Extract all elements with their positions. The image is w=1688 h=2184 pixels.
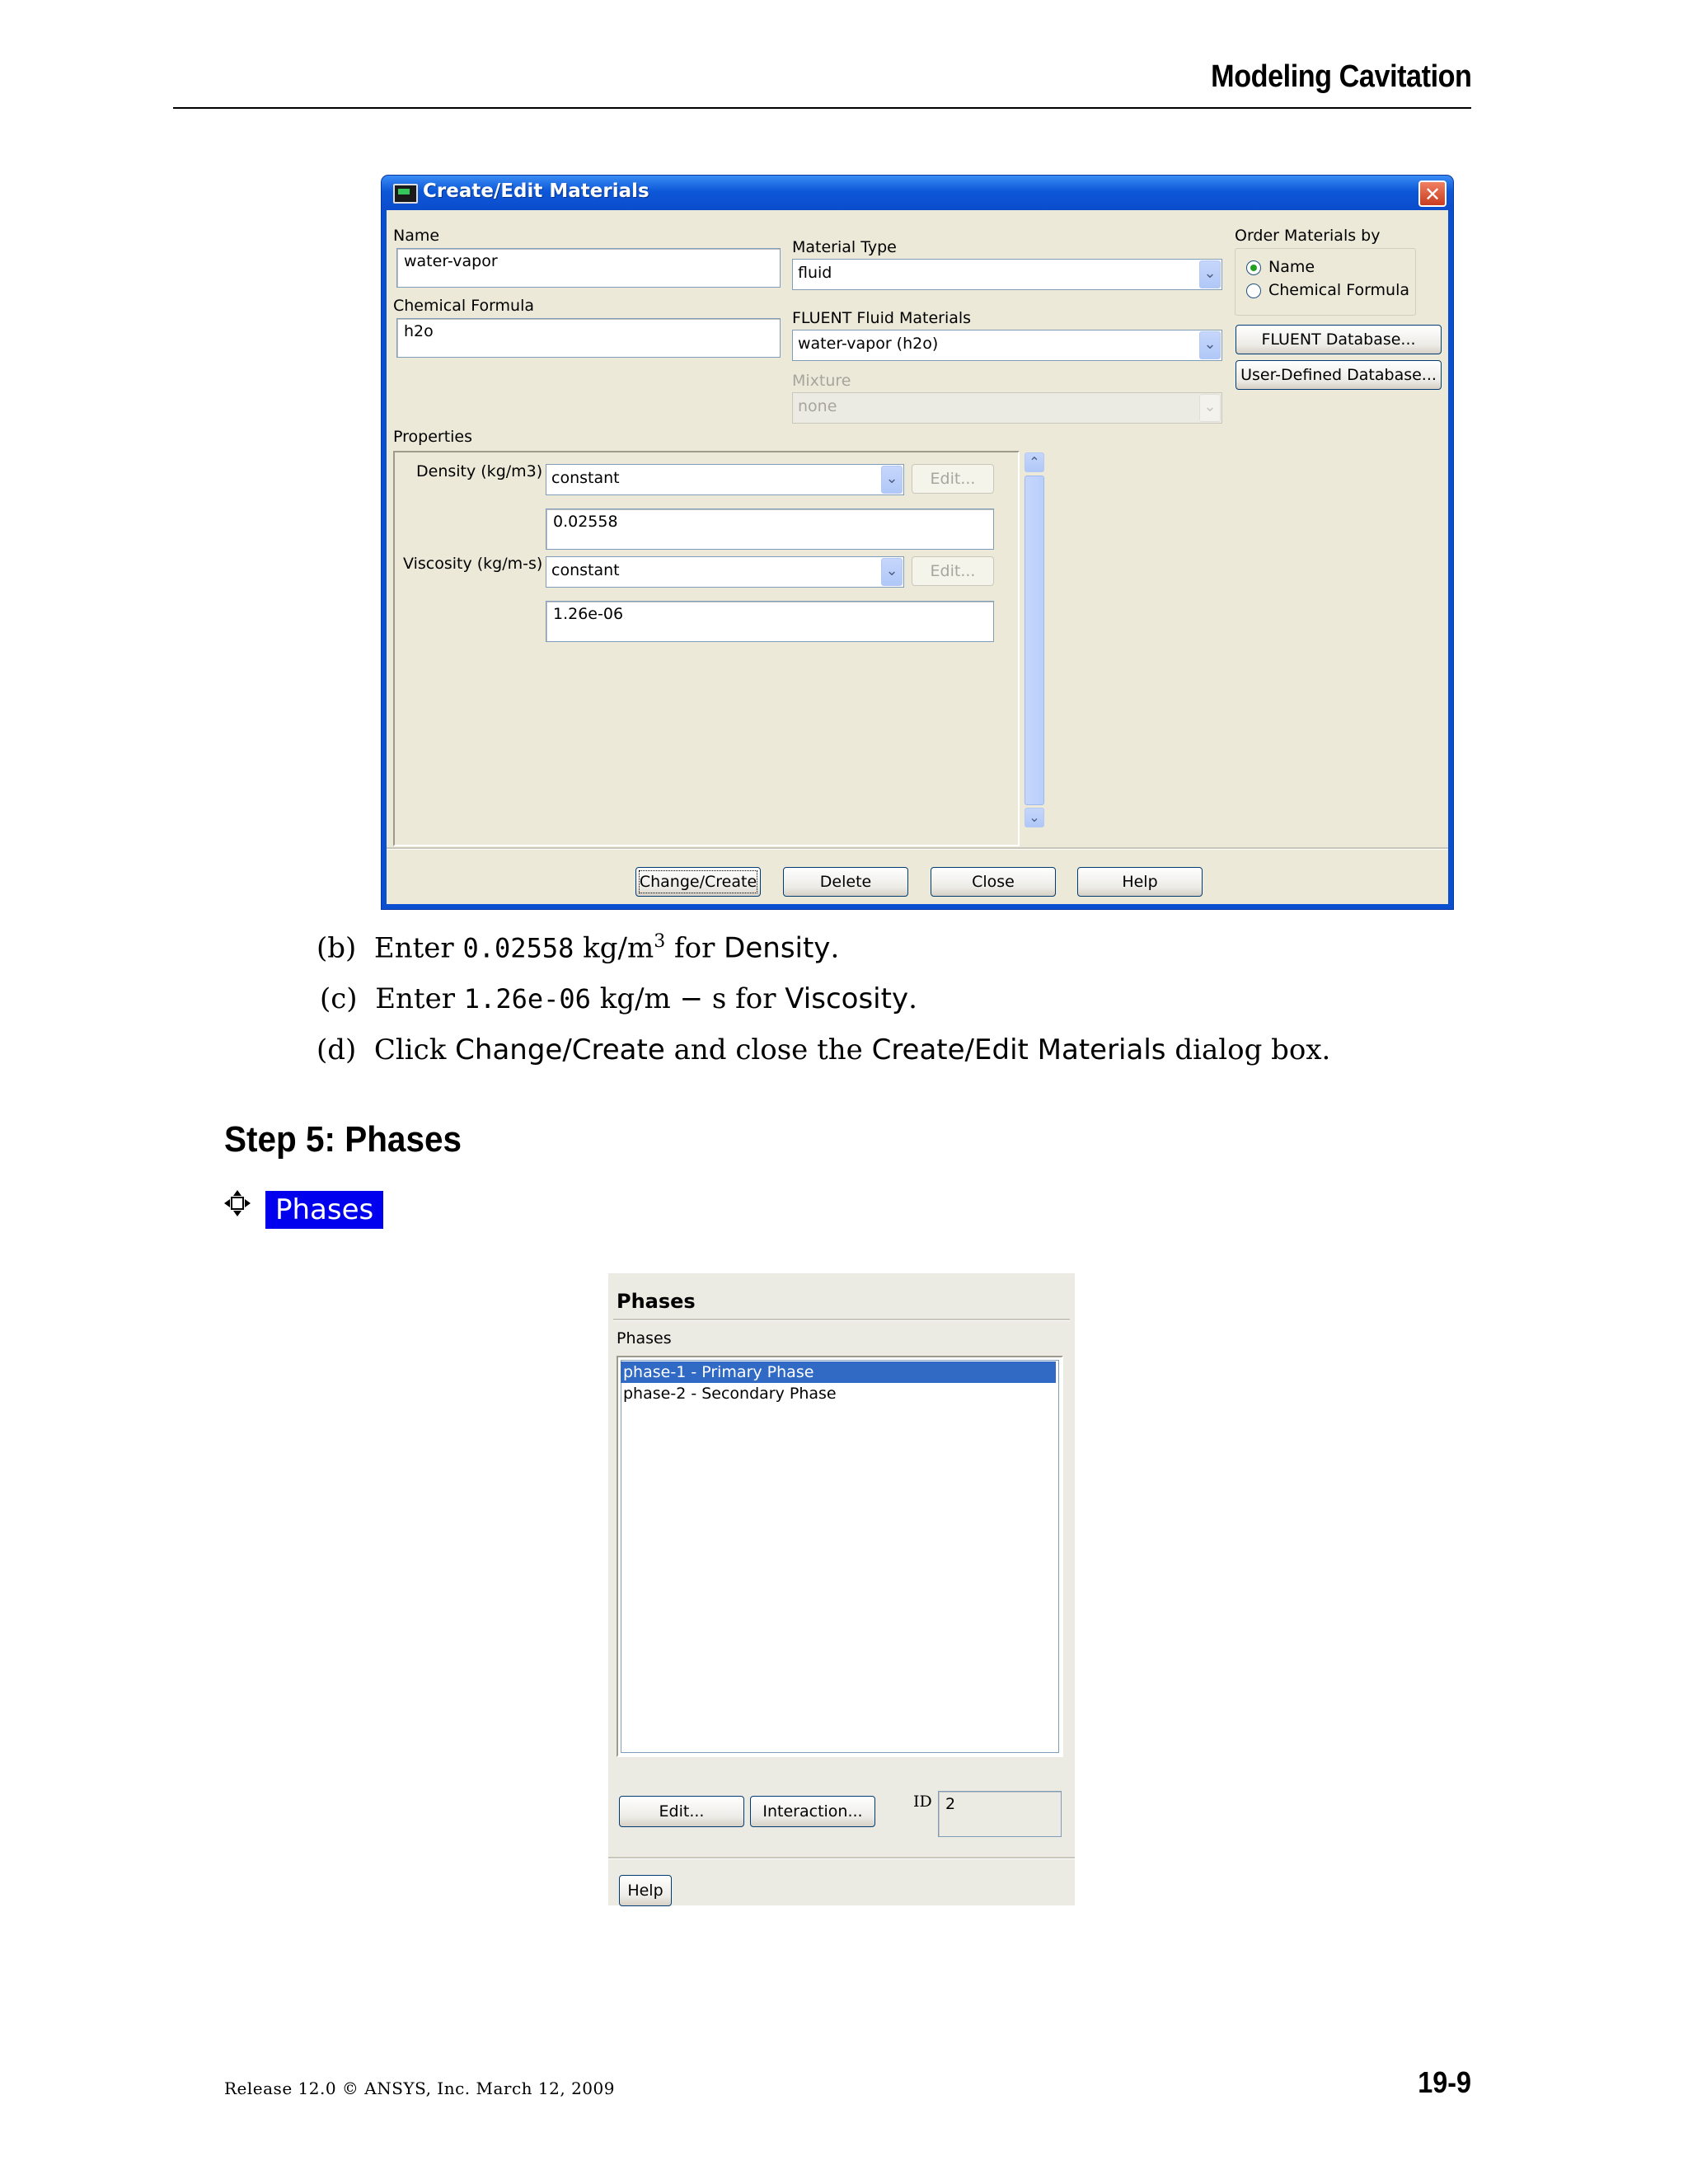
button-row-divider: [387, 847, 1448, 850]
phases-list-label: Phases: [617, 1329, 672, 1347]
id-label: ID: [913, 1793, 932, 1811]
header-rule: [173, 107, 1471, 109]
help-divider: [608, 1857, 1075, 1859]
step-b: [316, 931, 839, 964]
edit-phase-button[interactable]: Edit...: [619, 1796, 744, 1827]
chevron-down-icon[interactable]: ⌄: [881, 558, 903, 586]
step-text: for: [735, 982, 776, 1015]
viscosity-method-value: constant: [551, 561, 620, 579]
scroll-down-icon[interactable]: ⌄: [1025, 808, 1044, 827]
fluent-database-button[interactable]: FLUENT Database...: [1236, 325, 1442, 354]
order-materials-label: Order Materials by: [1235, 227, 1381, 245]
step-marker: (c): [320, 982, 358, 1015]
step-text: and close the: [673, 1033, 863, 1066]
chevron-down-icon[interactable]: ⌄: [1199, 260, 1221, 288]
gui-term-density: Density: [724, 931, 831, 965]
step-text: dialog box.: [1175, 1033, 1331, 1066]
step-text: for: [674, 931, 715, 965]
viscosity-method-select[interactable]: [546, 556, 904, 588]
dialog-titlebar[interactable]: [382, 176, 1453, 210]
mixture-value: none: [798, 397, 837, 415]
properties-scrollbar-thumb[interactable]: [1025, 476, 1044, 805]
gui-term-dialog: Create/Edit Materials: [871, 1033, 1166, 1066]
create-edit-materials-dialog: [382, 176, 1453, 909]
order-by-name-label[interactable]: Name: [1268, 258, 1315, 276]
properties-label: Properties: [393, 428, 473, 446]
density-label: Density (kg/m3): [416, 462, 543, 480]
chemical-formula-input[interactable]: h2o: [396, 318, 781, 358]
viscosity-value-input[interactable]: 1.26e-06: [546, 601, 994, 642]
step-text: Enter: [375, 982, 455, 1015]
material-type-value: fluid: [798, 264, 832, 282]
fluent-fluid-materials-select[interactable]: [792, 330, 1222, 361]
chevron-down-icon[interactable]: ⌄: [881, 466, 903, 494]
density-edit-button: Edit...: [912, 464, 994, 494]
fluent-fluid-materials-value: water-vapor (h2o): [798, 335, 939, 353]
order-by-name-radio[interactable]: [1246, 260, 1261, 275]
running-title: Modeling Cavitation: [1210, 59, 1471, 94]
step-marker: (d): [316, 1033, 357, 1066]
delete-button[interactable]: Delete: [783, 867, 908, 897]
interaction-button[interactable]: Interaction...: [750, 1796, 875, 1827]
release-footer: Release 12.0 © ANSYS, Inc. March 12, 2009: [224, 2079, 615, 2098]
step-c: [320, 982, 917, 1015]
order-materials-group: [1235, 248, 1416, 316]
chemical-formula-label: Chemical Formula: [393, 297, 535, 315]
gui-term-viscosity: Viscosity: [785, 982, 909, 1015]
gui-term-change-create: Change/Create: [455, 1033, 665, 1066]
step-text: .: [830, 931, 840, 965]
density-value-input[interactable]: 0.02558: [546, 509, 994, 550]
user-defined-database-button[interactable]: User-Defined Database...: [1236, 360, 1442, 390]
mixture-label: Mixture: [792, 372, 851, 390]
step-text: Enter: [373, 931, 454, 965]
close-button[interactable]: Close: [931, 867, 1056, 897]
scroll-up-icon[interactable]: ⌃: [1025, 452, 1044, 472]
name-label: Name: [393, 227, 440, 245]
phases-listbox[interactable]: [617, 1356, 1063, 1757]
order-by-formula-label[interactable]: Chemical Formula: [1268, 281, 1410, 299]
order-by-formula-radio[interactable]: [1246, 284, 1261, 298]
step-d: [316, 1033, 1330, 1066]
material-type-label: Material Type: [792, 238, 897, 256]
change-create-button[interactable]: Change/Create: [635, 867, 761, 897]
viscosity-edit-button: Edit...: [912, 556, 994, 586]
close-icon[interactable]: ✕: [1418, 180, 1447, 207]
density-method-select[interactable]: [546, 464, 904, 495]
phases-panel: [608, 1273, 1075, 1905]
density-method-value: constant: [551, 469, 620, 487]
listbox-frame: [621, 1360, 1059, 1753]
viscosity-value-text: 1.26e-06: [463, 983, 591, 1015]
material-type-select[interactable]: [792, 259, 1222, 290]
mixture-select: [792, 392, 1222, 424]
phase-id-field: 2: [938, 1791, 1062, 1837]
name-input[interactable]: water-vapor: [396, 248, 781, 288]
phases-panel-title: Phases: [617, 1290, 696, 1313]
help-button[interactable]: Help: [619, 1875, 672, 1906]
phases-nav-link[interactable]: Phases: [265, 1191, 383, 1229]
navigation-arrows-icon: [223, 1189, 251, 1217]
dialog-title: Create/Edit Materials: [423, 180, 649, 202]
fluent-fluid-materials-label: FLUENT Fluid Materials: [792, 309, 972, 327]
properties-panel: [393, 451, 1020, 846]
chevron-down-icon[interactable]: ⌄: [1199, 331, 1221, 359]
fluent-app-icon: [393, 184, 418, 204]
list-item[interactable]: phase-1 - Primary Phase: [621, 1361, 1056, 1383]
page-number: 19-9: [1418, 2065, 1471, 2099]
section-title: Step 5: Phases: [224, 1119, 462, 1160]
step-text: .: [908, 982, 917, 1015]
list-item[interactable]: phase-2 - Secondary Phase: [623, 1385, 837, 1403]
density-value-text: 0.02558: [462, 932, 574, 964]
viscosity-label: Viscosity (kg/m-s): [403, 555, 543, 573]
help-button[interactable]: Help: [1077, 867, 1203, 897]
chevron-down-icon: ⌄: [1199, 394, 1221, 422]
phases-title-rule: [613, 1319, 1070, 1321]
unit-exponent: 3: [654, 931, 666, 952]
step-text: Click: [373, 1033, 447, 1066]
unit-text: kg/m − s: [599, 982, 727, 1015]
unit-text: kg/m: [583, 931, 654, 965]
step-marker: (b): [316, 931, 357, 965]
dialog-client-area: [387, 210, 1448, 904]
